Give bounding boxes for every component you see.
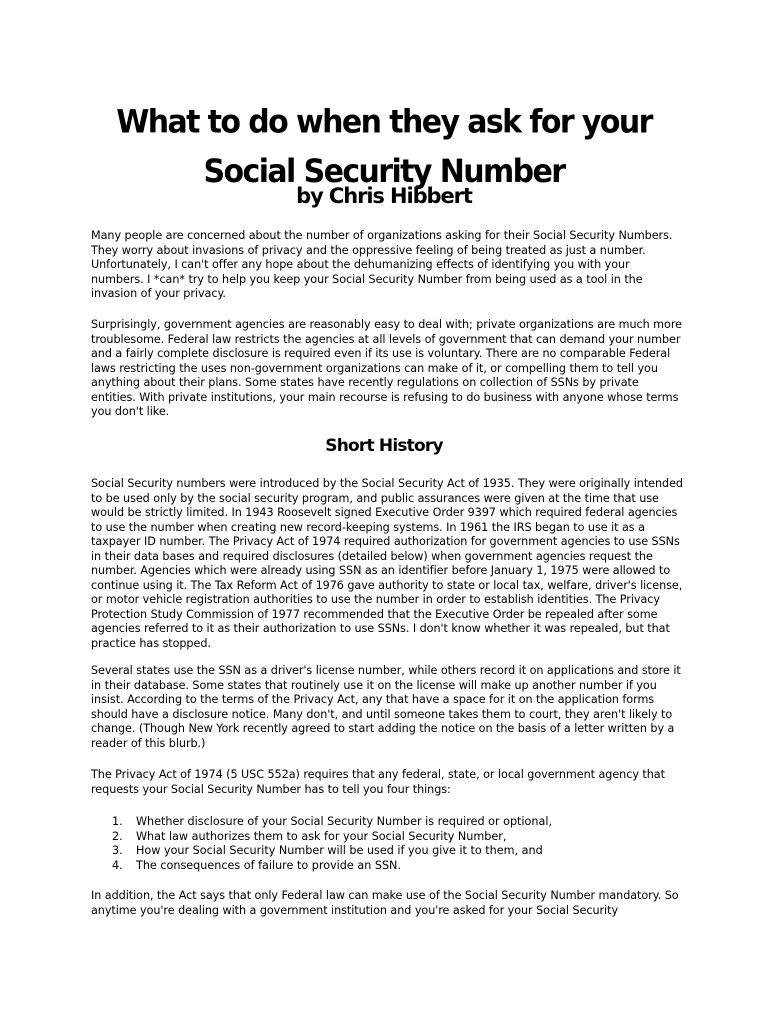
list-item-text: Whether disclosure of your Social Security Number is required or optional, [136, 815, 552, 828]
title-line-1: What to do when they ask for your [116, 103, 652, 142]
list-item [91, 815, 685, 830]
paragraph-text: Social Security numbers were introduced by the Social Security Act of 1935. They were originally intended to be used only by the social security program, and public assurances were given at the time that use would be strictly limited. In 1943 Roosevelt signed Executive Order 9397 which required federal agencies to use the number when creating new record-keeping systems. In 1961 the IRS began to use it as a taxpayer ID number. The Privacy Act of 1974 required authorization for government agencies to use SSNs in their data bases and required disclosures (detailed below) when government agencies request the number. Agencies which were already using SSN as an identifier before January 1, 1975 were allowed to continue using it. The Tax Reform Act of 1976 gave authority to state or local tax, welfare, driver's license, or motor vehicle registration authorities to use the number in order to establish identities. The Privacy Protection Study Commission of 1977 recommended that the Executive Order be repealed after some agencies referred to it as their authorization to use SSNs. I don't know whether it was repealed, but that practice has stopped. [91, 477, 683, 650]
section-heading: Short History [325, 436, 443, 456]
paragraph-text: In addition, the Act says that only Federal law can make use of the Social Security Number mandatory. So anytime you're dealing with a government institution and you're asked for your Social Security [91, 889, 679, 917]
intro-paragraph-1 [91, 229, 685, 302]
paragraph-text: Many people are concerned about the number of organizations asking for their Social Security Numbers. They worry about invasions of privacy and the oppressive feeling of being treated as just a number. Unfortunately, I can't offer any hope about the dehumanizing effects of identifying you with your numbers. I *can* try to help you keep your Social Security Number from being used as a tool in the invasion of your privacy. [91, 229, 673, 300]
list-item-text: What law authorizes them to ask for your Social Security Number, [136, 829, 507, 843]
history-paragraph-1 [91, 477, 685, 651]
list-item-number: 3. [112, 844, 123, 857]
history-paragraph-3 [91, 768, 685, 797]
paragraph-text: The Privacy Act of 1974 (5 USC 552a) requires that any federal, state, or local government agency that requests your Social Security Number has to tell you four things: [91, 768, 665, 796]
intro-paragraph-2 [91, 318, 685, 420]
list-item-number: 2. [112, 829, 123, 843]
closing-paragraph [91, 889, 685, 918]
list-item [91, 859, 685, 874]
history-paragraph-2 [91, 664, 685, 751]
list-item-number: 4. [112, 858, 123, 872]
author-byline: by Chris Hibbert [296, 184, 472, 208]
list-item-text: The consequences of failure to provide an SSN. [136, 858, 401, 872]
list-item [91, 830, 685, 845]
title-line-2: Social Security Number [203, 153, 565, 191]
list-item [91, 844, 685, 859]
paragraph-text: Surprisingly, government agencies are reasonably easy to deal with; private organizations are much more troublesome. Federal law restricts the agencies at all levels of government that can demand your number and a fairly complete disclosure is required even if its use is voluntary. There are no comparable Federal laws restricting the uses non-government organizations can make of it, or compelling them to tell you anything about their plans. Some states have recently regulations on collection of SSNs by private entities. With private institutions, your main recourse is refusing to do business with anyone whose terms you don't like. [91, 318, 682, 418]
list-item-text: How your Social Security Number will be used if you give it to them, and [136, 844, 543, 857]
requirements-list [91, 815, 685, 873]
list-item-number: 1. [112, 815, 123, 828]
paragraph-text: Several states use the SSN as a driver's license number, while others record it on applications and store it in their database. Some states that routinely use it on the license will make up another number if you insist. According to the terms of the Privacy Act, any that have a space for it on the application forms should have a disclosure notice. Many don't, and until someone takes them to court, they aren't likely to change. (Though New York recently agreed to start adding the notice on the basis of a letter written by a reader of this blurb.) [91, 664, 681, 750]
